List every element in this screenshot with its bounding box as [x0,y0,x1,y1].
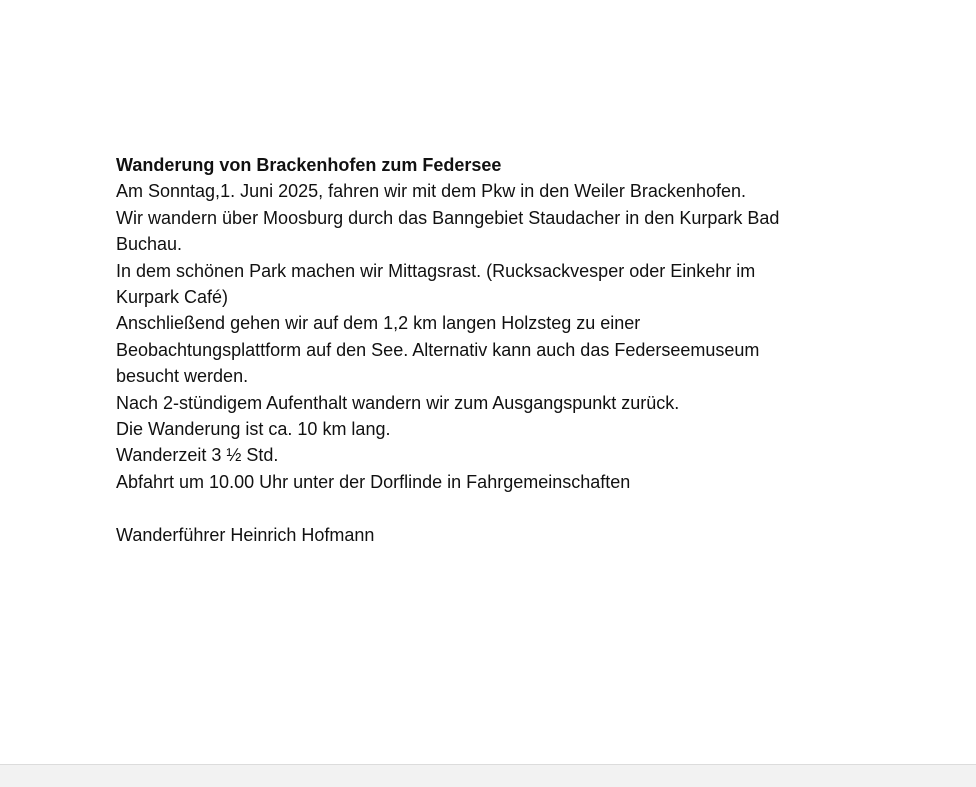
document-body [116,152,816,548]
paragraph-duration: Wanderzeit 3 ½ Std. [116,445,279,466]
document-title: Wanderung von Brackenhofen zum Federsee [116,155,502,175]
paragraph-return: Nach 2-stündigem Aufenthalt wandern wir zum Ausgangspunkt zurück. [116,392,680,413]
paragraph-route: Wir wandern über Moosburg durch das Banngebiet Staudacher in den Kurpark Bad Buchau. [116,207,780,255]
bottom-status-bar [0,764,976,787]
paragraph-lunch: In dem schönen Park machen wir Mittagsrast. (Rucksackvesper oder Einkehr im Kurpark Café) [116,260,756,308]
paragraph-boardwalk: Anschließend gehen wir auf dem 1,2 km langen Holzsteg zu einer Beobachtungsplattform auf den See. Alternativ kann auch das Federseemuseum besucht werden. [116,313,760,387]
paragraph-distance: Die Wanderung ist ca. 10 km lang. [116,419,391,440]
paragraph-date: Am Sonntag,1. Juni 2025, fahren wir mit dem Pkw in den Weiler Brackenhofen. [116,181,746,202]
blank-line [116,495,816,521]
paragraph-departure: Abfahrt um 10.00 Uhr unter der Dorflinde in Fahrgemeinschaften [116,471,631,492]
signature: Wanderführer Heinrich Hofmann [116,524,375,545]
